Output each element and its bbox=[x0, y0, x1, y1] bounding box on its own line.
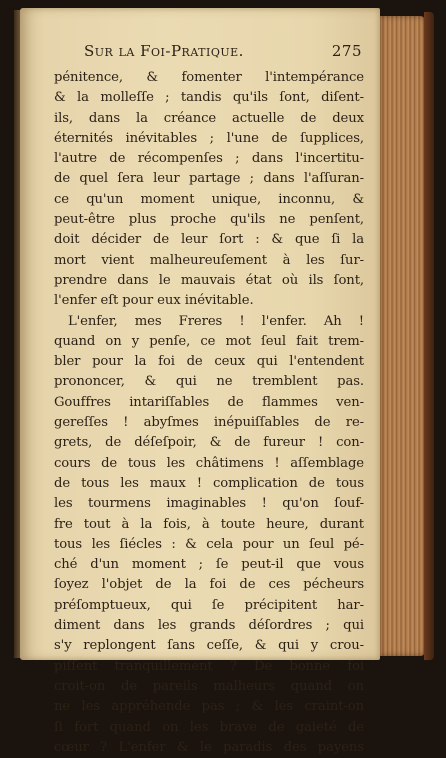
paragraph-1 bbox=[54, 68, 364, 312]
text-line: les tourmens imaginables ! qu'on ſouf- bbox=[54, 496, 364, 512]
text-line: cœur ? L'enfer & le paradis des payens bbox=[54, 739, 364, 755]
text-line: cours de tous les châtimens ! aſſemblage bbox=[54, 455, 364, 471]
text-line: prononcer, & qui ne tremblent pas. bbox=[54, 374, 364, 390]
text-line: diment dans les grands déſordres ; qui bbox=[54, 618, 364, 634]
running-head bbox=[54, 42, 364, 68]
text-line: éternités inévitables ; l'une de ſupplices, bbox=[54, 130, 364, 146]
text-line: tous les ſiécles : & cela pour un ſeul pé- bbox=[54, 536, 364, 552]
text-line: ſoyez l'objet de la foi de ces pécheurs bbox=[54, 577, 364, 593]
text-line: de tous les maux ! complication de tous bbox=[54, 475, 364, 491]
text-line: ne les appréhende pas ; & les craint-on bbox=[54, 699, 364, 715]
text-line: préſomptueux, qui ſe précipitent har- bbox=[54, 597, 364, 613]
text-line: ché d'un moment ; ſe peut-il que vous bbox=[54, 557, 364, 573]
text-line: & la molleſſe ; tandis qu'ils ſont, diſent- bbox=[54, 90, 364, 106]
text-line: gereſſes ! abyſmes inépuiſſables de re- bbox=[54, 415, 364, 431]
text-line: ils, dans la créance actuelle de deux bbox=[54, 110, 364, 126]
text-line: croit-on de pareils malheurs quand on bbox=[54, 678, 364, 694]
text-line: ſi fort quand on les brave de gaieté de bbox=[54, 719, 364, 735]
text-line: doit décider de leur ſort : & que ſi la bbox=[54, 232, 364, 248]
text-line: s'y replongent ſans ceſſe, & qui y crou- bbox=[54, 638, 364, 654]
paragraph-2 bbox=[54, 312, 364, 758]
text-line: bler pour la foi de ceux qui l'entendent bbox=[54, 354, 364, 370]
text-line: prendre dans le mauvais état où ils ſont, bbox=[54, 272, 364, 288]
text-line: mort vient malheureuſement à les ſur- bbox=[54, 252, 364, 268]
text-line: L'enfer, mes Freres ! l'enfer. Ah ! bbox=[68, 313, 364, 329]
text-line: fre tout à la fois, à toute heure, durant bbox=[54, 516, 364, 532]
text-line: de quel ſera leur partage ; dans l'aſſuran- bbox=[54, 171, 364, 187]
page-edges bbox=[380, 16, 426, 656]
page-number: 275 bbox=[331, 42, 362, 60]
text-line: quand on y penſe, ce mot ſeul fait trem- bbox=[54, 333, 364, 349]
book-cover-edge bbox=[424, 12, 434, 660]
text-line: ce qu'un moment unique, inconnu, & bbox=[54, 191, 364, 207]
text-line: l'enfer eſt pour eux inévitable. bbox=[54, 293, 254, 309]
text-line: l'autre de récompenſes ; dans l'incertitu- bbox=[54, 151, 364, 167]
running-title: Sur la Foi-Pratique. bbox=[84, 42, 244, 60]
text-line: piſſent tranquillement ? De bonne foi bbox=[54, 658, 364, 674]
text-line: pénitence, & fomenter l'intempérance bbox=[54, 70, 364, 85]
text-block bbox=[54, 42, 364, 758]
text-line: grets, de déſeſpoir, & de fureur ! con- bbox=[54, 435, 364, 451]
text-line: peut-être plus proche qu'ils ne penſent, bbox=[54, 212, 364, 228]
text-line: Gouffres intariſſables de flammes ven- bbox=[54, 394, 364, 410]
